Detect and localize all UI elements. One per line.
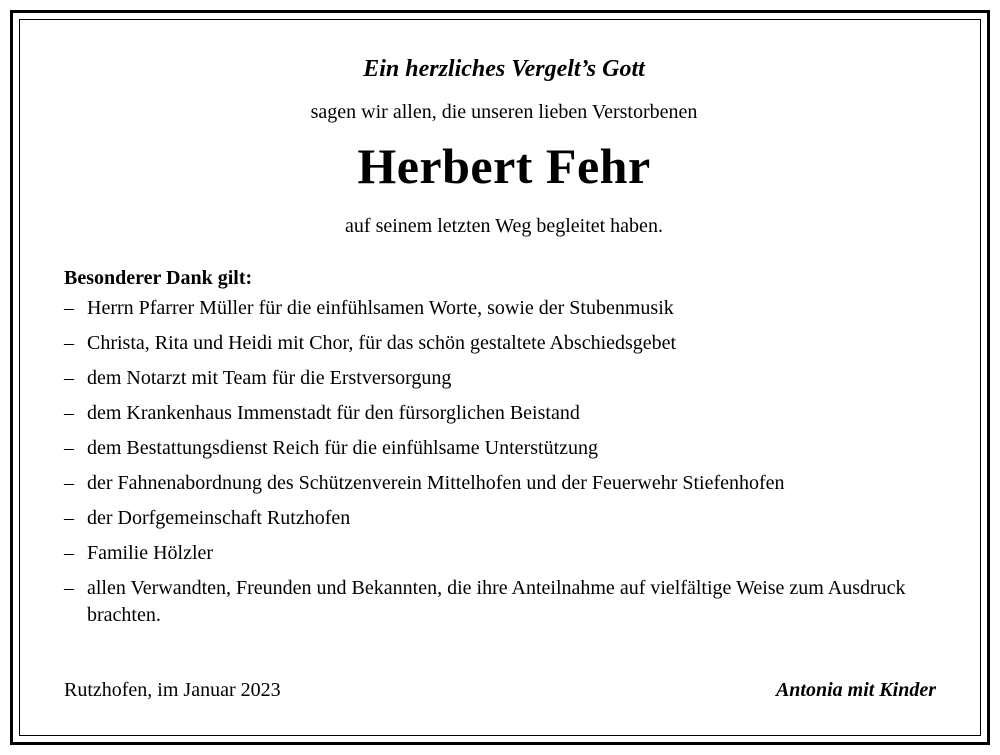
- thanks-item: [64, 575, 944, 629]
- signature: Antonia mit Kinder: [775, 679, 936, 701]
- deceased-name: Herbert Fehr: [357, 138, 651, 194]
- dash-mark: –: [64, 542, 74, 564]
- dash-mark: –: [64, 297, 74, 319]
- thanks-item-text: allen Verwandten, Freunden und Bekannten, die ihre Anteilnahme auf vielfältige Weise zum Ausdruck brachten.: [87, 577, 906, 626]
- thanks-item-text: Herrn Pfarrer Müller für die einfühlsamen Worte, sowie der Stubenmusik: [87, 297, 674, 319]
- thanks-item-text: Familie Hölzler: [87, 542, 214, 564]
- dash-mark: –: [64, 402, 74, 424]
- dash-mark: –: [64, 437, 74, 459]
- dash-mark: –: [64, 507, 74, 529]
- thanks-title: Besonderer Dank gilt:: [64, 267, 253, 289]
- thanks-item: [64, 470, 944, 497]
- thanks-item: [64, 435, 944, 462]
- intro-end-text: auf seinem letzten Weg begleitet haben.: [345, 215, 663, 237]
- thanks-item: [64, 365, 944, 392]
- thanks-item: [64, 330, 944, 357]
- intro-text: sagen wir allen, die unseren lieben Verstorbenen: [310, 101, 698, 123]
- dash-mark: –: [64, 472, 74, 494]
- dash-mark: –: [64, 332, 74, 354]
- thanks-item: [64, 400, 944, 427]
- thanks-item-text: dem Notarzt mit Team für die Erstversorgung: [87, 367, 452, 389]
- notice-content: [64, 52, 944, 637]
- thanks-item: [64, 540, 944, 567]
- thanks-item: [64, 505, 944, 532]
- thanks-item-text: Christa, Rita und Heidi mit Chor, für das schön gestaltete Abschiedsgebet: [87, 332, 677, 354]
- thanks-item-text: der Dorfgemeinschaft Rutzhofen: [87, 507, 351, 529]
- thanks-list: [64, 295, 944, 629]
- dash-mark: –: [64, 367, 74, 389]
- thanks-item: [64, 295, 944, 322]
- thanks-item-text: dem Bestattungsdienst Reich für die einfühlsame Unterstützung: [87, 437, 598, 459]
- notice-heading: Ein herzliches Vergelt’s Gott: [363, 56, 645, 82]
- footer: [64, 676, 936, 706]
- thanks-item-text: dem Krankenhaus Immenstadt für den fürsorglichen Beistand: [87, 402, 580, 424]
- dash-mark: –: [64, 577, 74, 599]
- place-date: Rutzhofen, im Januar 2023: [64, 679, 281, 701]
- thanks-item-text: der Fahnenabordnung des Schützenverein Mittelhofen und der Feuerwehr Stiefenhofen: [87, 472, 785, 494]
